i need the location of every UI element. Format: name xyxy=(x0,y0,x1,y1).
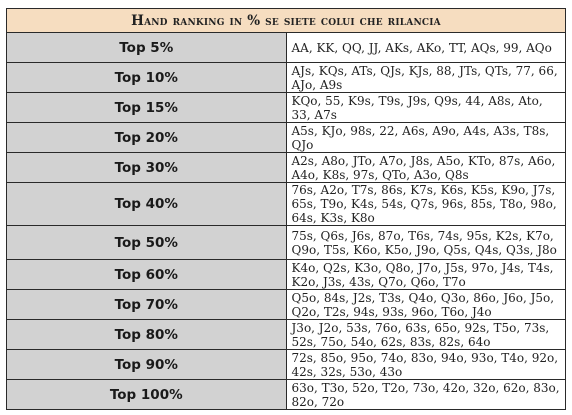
hand-ranking-table xyxy=(6,8,566,410)
table-row xyxy=(7,260,566,290)
table-row xyxy=(7,123,566,153)
table-row xyxy=(7,320,566,350)
hand-list: 63o, T3o, 52o, T2o, 73o, 42o, 32o, 62o, 83o, 82o, 72o xyxy=(286,380,566,410)
table-row xyxy=(7,290,566,320)
table-row xyxy=(7,183,566,226)
range-label: Top 15% xyxy=(7,93,287,123)
table-row xyxy=(7,226,566,260)
range-label: Top 10% xyxy=(7,63,287,93)
range-label: Top 90% xyxy=(7,350,287,380)
table-row xyxy=(7,350,566,380)
hand-list: 75s, Q6s, J6s, 87o, T6s, 74s, 95s, K2s, K7o, Q9o, T5s, K6o, K5o, J9o, Q5s, Q4s, Q3s, J8o xyxy=(286,226,566,260)
title-row xyxy=(7,9,566,33)
hand-list: J3o, J2o, 53s, 76o, 63s, 65o, 92s, T5o, 73s, 52s, 75o, 54o, 62s, 83s, 82s, 64o xyxy=(286,320,566,350)
hand-list: KQo, 55, K9s, T9s, J9s, Q9s, 44, A8s, Ato, 33, A7s xyxy=(286,93,566,123)
hand-list: A2s, A8o, JTo, A7o, J8s, A5o, KTo, 87s, A6o, A4o, K8s, 97s, QTo, A3o, Q8s xyxy=(286,153,566,183)
hand-list: 72s, 85o, 95o, 74o, 83o, 94o, 93o, T4o, 92o, 42s, 32s, 53o, 43o xyxy=(286,350,566,380)
table-row xyxy=(7,63,566,93)
hand-list: A5s, KJo, 98s, 22, A6s, A9o, A4s, A3s, T8s, QJo xyxy=(286,123,566,153)
table-body xyxy=(7,9,566,410)
hand-list: 76s, A2o, T7s, 86s, K7s, K6s, K5s, K9o, J7s, 65s, T9o, K4s, 54s, Q7s, 96s, 85s, T8o, 98o, 64s, K3s, K8o xyxy=(286,183,566,226)
range-label: Top 60% xyxy=(7,260,287,290)
table-row xyxy=(7,153,566,183)
range-label: Top 5% xyxy=(7,33,287,63)
hand-list: Q5o, 84s, J2s, T3s, Q4o, Q3o, 86o, J6o, J5o, Q2o, T2s, 94s, 93s, 96o, T6o, J4o xyxy=(286,290,566,320)
hand-ranking-table-container xyxy=(6,8,566,410)
table-row xyxy=(7,93,566,123)
hand-list: AJs, KQs, ATs, QJs, KJs, 88, JTs, QTs, 77, 66, AJo, A9s xyxy=(286,63,566,93)
table-row xyxy=(7,380,566,410)
hand-list: AA, KK, QQ, JJ, AKs, AKo, TT, AQs, 99, AQo xyxy=(286,33,566,63)
range-label: Top 50% xyxy=(7,226,287,260)
range-label: Top 20% xyxy=(7,123,287,153)
range-label: Top 40% xyxy=(7,183,287,226)
table-title: Hand ranking in % se siete colui che rilancia xyxy=(7,9,566,33)
range-label: Top 100% xyxy=(7,380,287,410)
range-label: Top 70% xyxy=(7,290,287,320)
range-label: Top 30% xyxy=(7,153,287,183)
table-row xyxy=(7,33,566,63)
range-label: Top 80% xyxy=(7,320,287,350)
hand-list: K4o, Q2s, K3o, Q8o, J7o, J5s, 97o, J4s, T4s, K2o, J3s, 43s, Q7o, Q6o, T7o xyxy=(286,260,566,290)
